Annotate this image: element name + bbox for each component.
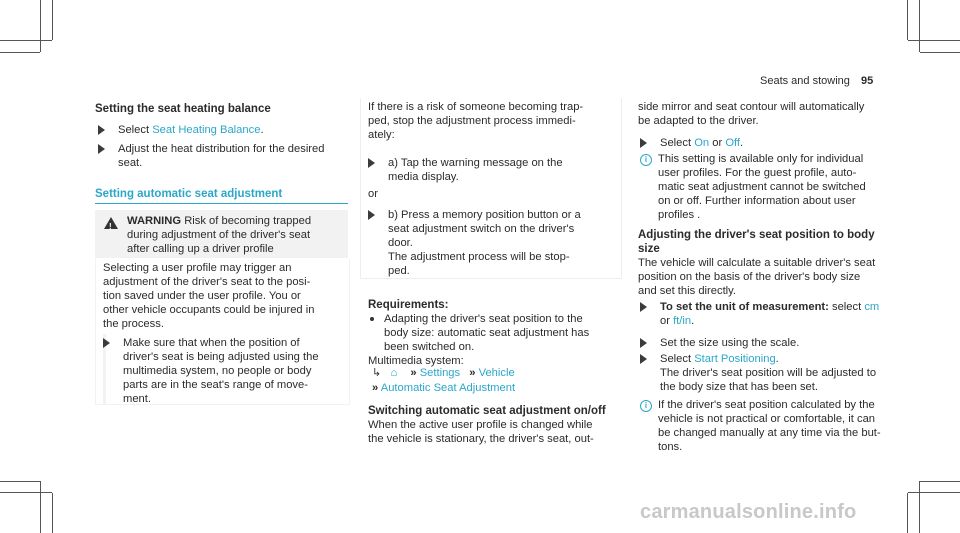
warning-title: WARNING [127,215,182,227]
seat-heating-balance-link[interactable]: Seat Heating Balance [152,124,261,136]
crop-mark [0,40,52,41]
section-rule [95,203,348,204]
arrow-icon [368,158,375,168]
arrow-icon [98,125,105,135]
switching-heading: Switching automatic seat adjustment on/off [368,405,606,417]
multimedia-label: Multimedia system: [368,355,464,367]
switching-body: When the active user profile is changed while the vehicle is stationary, the driver's seat, out- [368,419,594,445]
crop-mark [919,0,920,52]
vehicle-link[interactable]: Vehicle [478,367,515,379]
crop-mark [920,481,960,482]
on-option[interactable]: On [694,137,710,149]
arrow-icon [640,338,647,348]
crop-mark [40,481,41,533]
info-icon: i [640,400,652,412]
crop-mark [907,0,908,40]
bullet-icon [370,317,374,321]
page-header [760,74,920,88]
arrow-icon [103,338,110,348]
adjusting-body: The vehicle will calculate a suitable driver's seat position on the basis of the driver's body size and set this directly. [638,257,876,297]
ft-in-option[interactable]: ft/in [673,315,692,327]
automatic-seat-adjustment-link[interactable]: Automatic Seat Adjustment [380,382,516,394]
arrow-icon [368,210,375,220]
crop-mark [920,52,960,53]
settings-link[interactable]: Settings [419,367,461,379]
home-icon[interactable]: ⌂ [390,367,398,379]
requirements-list: Adapting the driver's seat position to the body size: automatic seat adjustment has been switched on. [368,312,589,354]
info-note-1: i This setting is available only for individual user profiles. For the guest profile, auto- matic seat adjustment cannot be switched on or off. Further information about user profiles . [640,152,900,222]
arrow-icon [640,354,647,364]
adjusting-heading: Adjusting the driver's seat position to body size [638,229,875,255]
page-number: 95 [860,75,874,87]
cm-option[interactable]: cm [864,301,880,313]
heading-automatic-seat-adjustment: Setting automatic seat adjustment [95,188,283,200]
warning-box: ! WARNING Risk of becoming trapped during adjustment of the driver's seat after calling up a driver profile [95,210,348,258]
crop-mark [908,492,960,493]
info-note-2: i If the driver's seat position calculated by the vehicle is not practical or comfortable, it can be changed manually at any time via the but- tons. [640,398,900,454]
info-icon: i [640,154,652,166]
warning-body: Selecting a user profile may trigger an adjustment of the driver's seat to the posi- tion saved under the user profile. You or other vehicle occupants could be injured in the process. [103,262,315,330]
crop-mark [908,40,960,41]
return-arrow-icon: ↳ [372,367,382,379]
requirements-heading: Requirements: [368,299,449,311]
arrow-icon [640,138,647,148]
crop-mark [52,493,53,533]
watermark: carmanualsonline.info [640,501,857,523]
crop-mark [0,481,40,482]
arrow-icon [640,302,647,312]
crop-mark [919,481,920,533]
crop-mark [907,493,908,533]
off-option[interactable]: Off [725,137,741,149]
double-chevron-icon: » [372,382,379,394]
crop-mark [40,0,41,52]
menu-path-2 [372,381,515,395]
crop-mark [0,52,40,53]
warning-continued-text: If there is a risk of someone becoming trap- ped, stop the adjustment process immedi- ately: [368,101,584,141]
menu-path-1 [372,366,515,380]
crop-mark [52,0,53,40]
start-positioning-link[interactable]: Start Positioning [694,353,776,365]
heading-seat-heating-balance: Setting the seat heating balance [95,103,271,115]
arrow-icon [98,144,105,154]
double-chevron-icon: » [469,367,476,379]
double-chevron-icon: » [410,367,417,379]
switching-body-cont: side mirror and seat contour will automatically be adapted to the driver. [638,101,865,127]
section-title: Seats and stowing [760,75,850,87]
crop-mark [0,492,52,493]
or-label: or [368,188,378,200]
